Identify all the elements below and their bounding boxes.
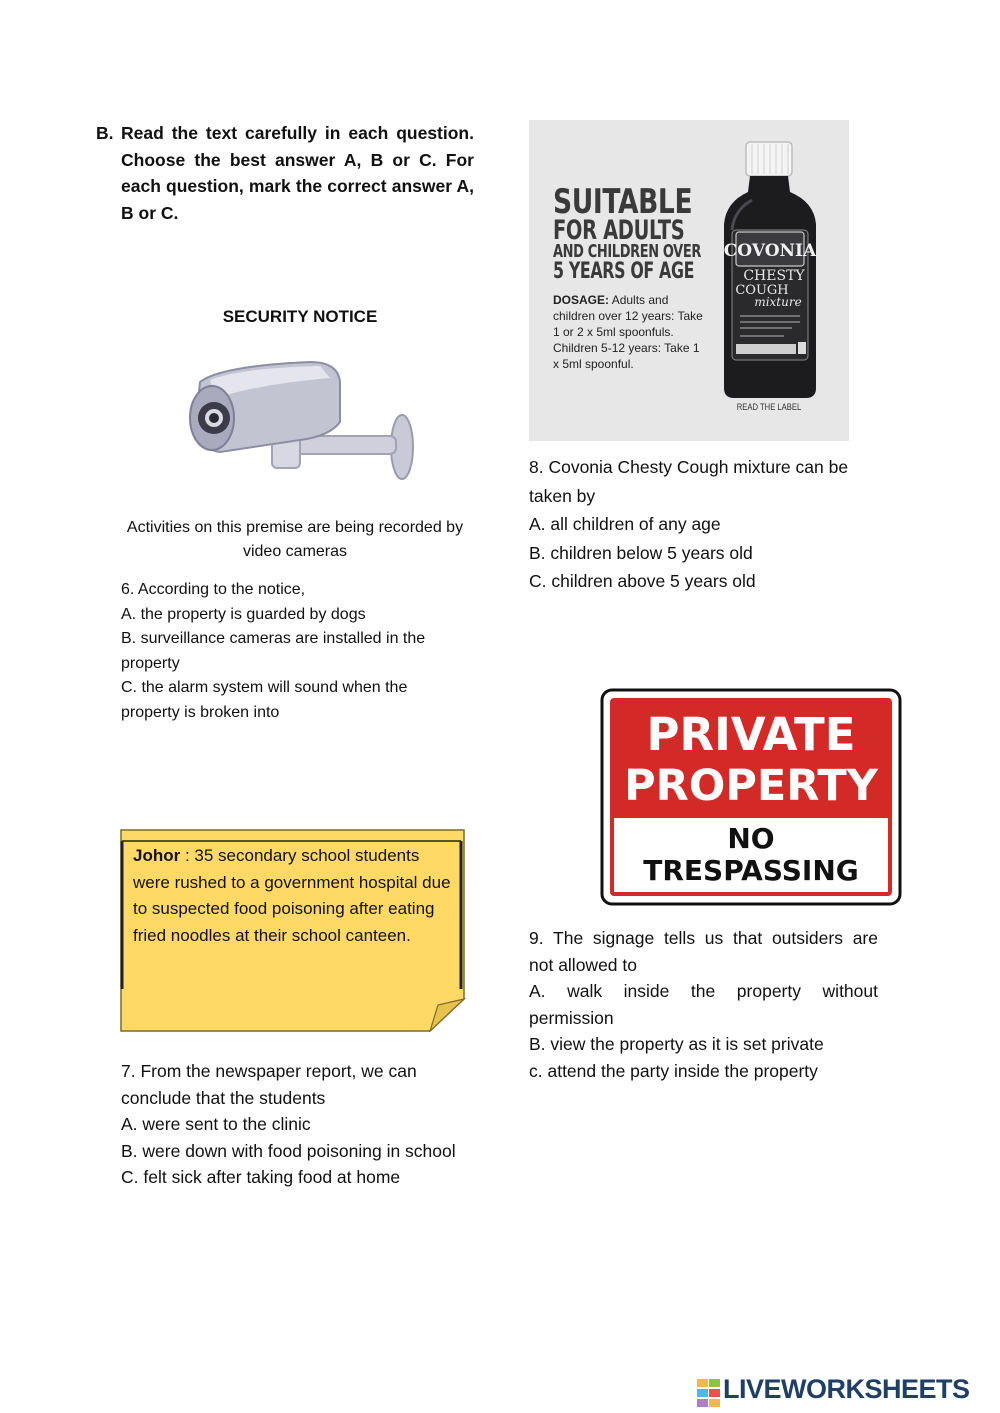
advert-dosage <box>553 292 703 372</box>
advert-headline-1: SUITABLE <box>553 182 693 222</box>
answer-option-b: B. were down with food poisoning in school <box>121 1140 456 1161</box>
answer-option-a-line-1: A. walk inside the property without <box>529 981 878 1001</box>
medicine-bottle-image <box>722 140 818 400</box>
question-stem: 6. According to the notice, <box>121 581 306 598</box>
newspaper-place: Johor <box>133 846 181 865</box>
answer-option-a-line-2: permission <box>529 1007 614 1028</box>
dosage-text: Adults and children over 12 years: Take 1 or 2 x 5ml spoonfuls. Children 5-12 years: Take 1 x 5ml spoonful. <box>553 293 703 371</box>
advert-headline-2: FOR ADULTS <box>553 215 685 246</box>
question-9 <box>529 925 878 1084</box>
question-stem-line-1: 9. The signage tells us that outsiders are <box>529 928 878 948</box>
bottle-product-1: CHESTY <box>743 268 805 284</box>
answer-option-a: A. the property is guarded by dogs <box>121 605 366 623</box>
dosage-label: DOSAGE: <box>553 293 610 307</box>
answer-option-b: B. children below 5 years old <box>529 542 753 563</box>
answer-option-b: B. surveillance cameras are installed in the property <box>121 630 426 672</box>
answer-option-a: A. were sent to the clinic <box>121 1114 311 1134</box>
answer-option-c: C. children above 5 years old <box>529 571 756 591</box>
answer-option-c: C. the alarm system will sound when the property is broken into <box>121 679 408 721</box>
question-stem: 7. From the newspaper report, we can conclude that the students <box>121 1061 417 1108</box>
newspaper-report <box>133 843 453 949</box>
liveworksheets-logo-icon <box>697 1379 721 1407</box>
private-property-sign <box>600 688 902 906</box>
answer-option-a: A. all children of any age <box>529 514 721 534</box>
advert-headline-3: AND CHILDREN OVER <box>553 241 701 262</box>
sign-line-3: NO <box>727 822 775 855</box>
answer-option-c: c. attend the party inside the property <box>529 1060 818 1081</box>
bottle-product-3: mixture <box>754 295 802 309</box>
liveworksheets-logo-text: LIVEWORKSHEETS <box>723 1374 970 1404</box>
security-camera-image <box>180 352 420 482</box>
sign-line-2: PROPERTY <box>624 761 878 811</box>
question-stem: 8. Covonia Chesty Cough mixture can be taken by <box>529 457 849 506</box>
bottle-product-2: COUGH <box>735 283 789 298</box>
instructions <box>96 120 474 226</box>
instructions-text: Read the text carefully in each question. Choose the best answer A, B or C. For each question, mark the correct answer A, B or C. <box>121 123 474 223</box>
advert-footer: READ THE LABEL <box>736 402 802 412</box>
advert-headline-4: 5 YEARS OF AGE <box>553 259 695 284</box>
question-6 <box>121 578 461 725</box>
question-8 <box>529 453 869 596</box>
answer-option-c: C. felt sick after taking food at home <box>121 1167 401 1187</box>
advert-headline <box>553 182 723 284</box>
question-stem-line-2: not allowed to <box>529 954 637 975</box>
section-letter: B. <box>96 123 114 143</box>
question-7 <box>121 1058 461 1191</box>
sign-line-1: PRIVATE <box>646 708 856 761</box>
sign-line-4: TRESPASSING <box>643 854 859 887</box>
security-notice-title: SECURITY NOTICE <box>222 307 378 326</box>
answer-option-b: B. view the property as it is set private <box>529 1034 824 1054</box>
bottle-brand: COVONIA <box>723 241 817 261</box>
newspaper-text: : 35 secondary school students were rushed to a government hospital due to suspected food poisoning after eating fried noodles at their school canteen. <box>133 846 451 945</box>
security-notice-caption: Activities on this premise are being recorded by video cameras <box>126 519 464 560</box>
